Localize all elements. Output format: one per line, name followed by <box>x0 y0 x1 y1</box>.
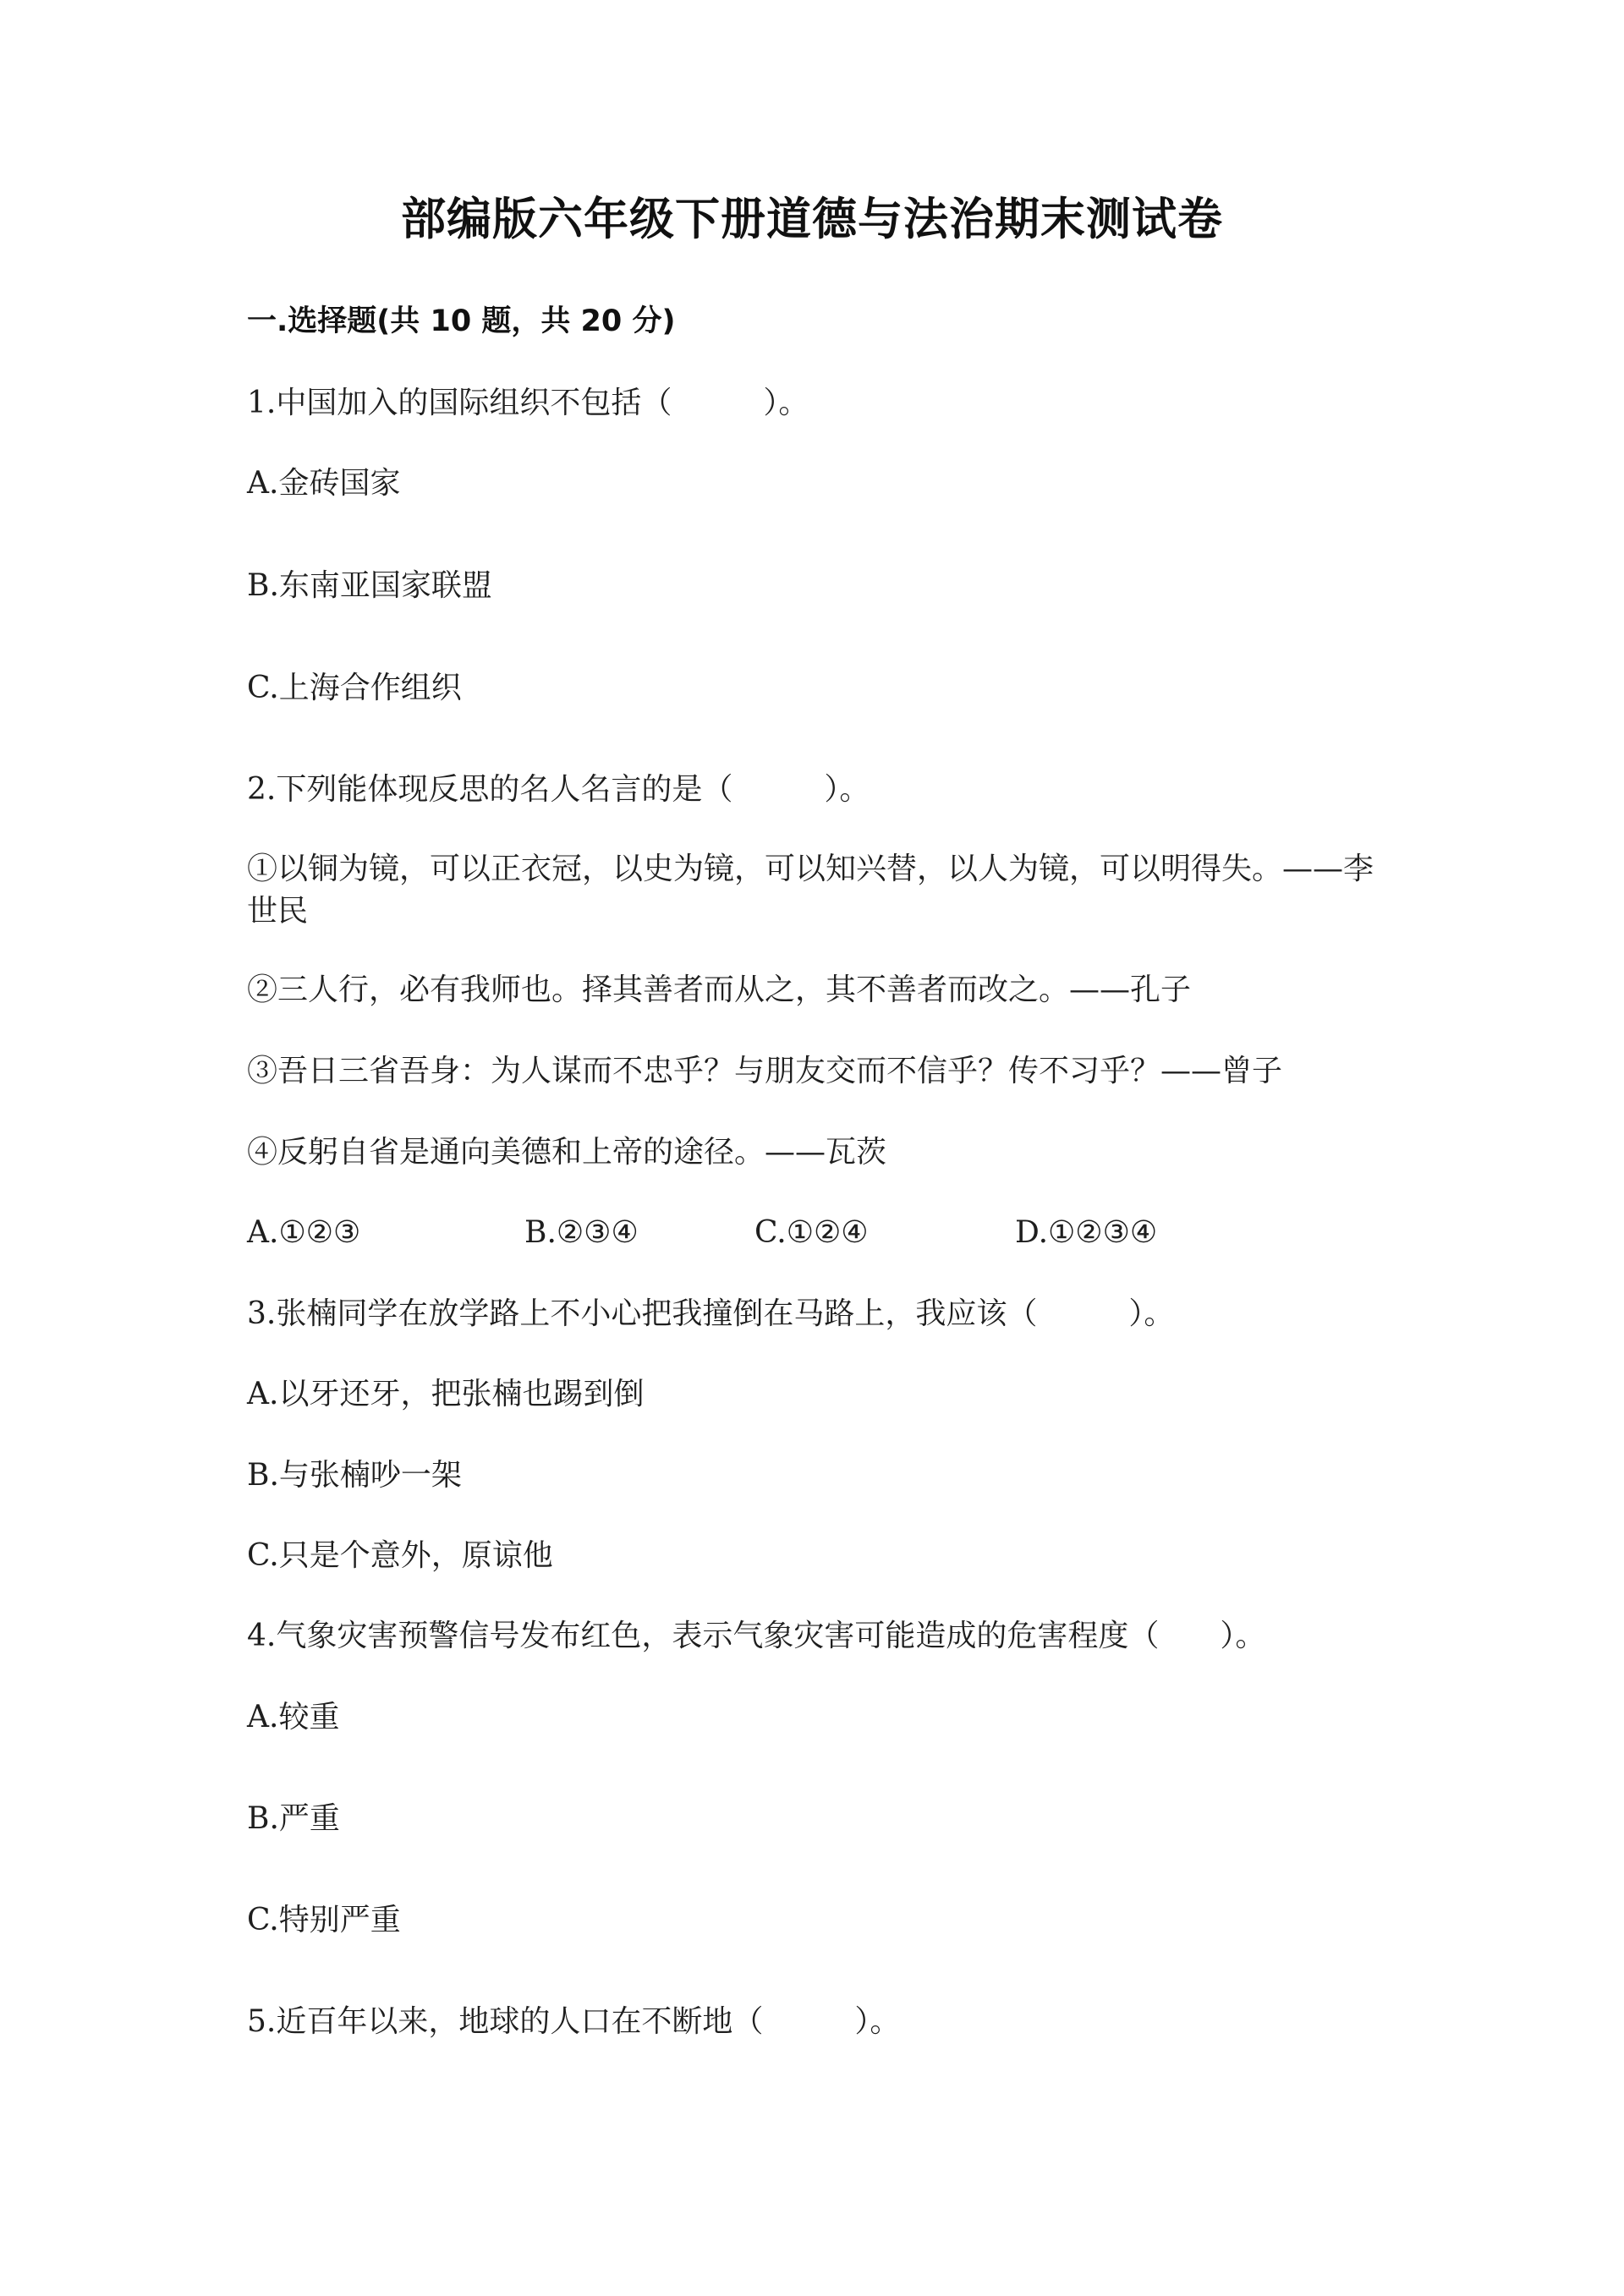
question-3-stem: 3.张楠同学在放学路上不小心把我撞倒在马路上，我应该（ ）。 <box>247 1296 1175 1331</box>
question-2-statement-3: ③吾日三省吾身：为人谋而不忠乎？与朋友交而不信乎？传不习乎？——曾子 <box>247 1054 1283 1088</box>
question-3-option-c: C.只是个意外，原谅他 <box>247 1538 553 1573</box>
question-4-stem: 4.气象灾害预警信号发布红色，表示气象灾害可能造成的危害程度（ ）。 <box>247 1619 1266 1653</box>
document-title: 部编版六年级下册道德与法治期末测试卷 <box>401 193 1223 245</box>
question-2-option-b: B.②③④ <box>524 1215 639 1250</box>
question-2-stem: 2.下列能体现反思的名人名言的是（ ）。 <box>247 772 870 807</box>
question-1-option-c: C.上海合作组织 <box>247 671 462 705</box>
question-1-option-b: B.东南亚国家联盟 <box>247 568 492 603</box>
section-heading: 一.选择题(共 10 题，共 20 分) <box>247 304 676 338</box>
question-4-option-c: C.特别严重 <box>247 1903 401 1937</box>
question-2-statement-2: ②三人行，必有我师也。择其善者而从之，其不善者而改之。——孔子 <box>247 973 1192 1007</box>
question-2-option-a: A.①②③ <box>247 1215 361 1250</box>
question-1-option-a: A.金砖国家 <box>247 466 401 501</box>
question-2-options-row <box>247 1212 1414 1254</box>
question-3-option-b: B.与张楠吵一架 <box>247 1458 462 1493</box>
question-2-statement-1: ①以铜为镜，可以正衣冠，以史为镜，可以知兴替，以人为镜，可以明得失。——李世民 <box>247 852 1374 929</box>
question-4-option-a: A.较重 <box>247 1700 340 1734</box>
question-1-stem: 1.中国加入的国际组织不包括（ ）。 <box>247 386 809 420</box>
question-2-statement-4: ④反躬自省是通向美德和上帝的途径。——瓦茨 <box>247 1135 887 1170</box>
question-2-option-c: C.①②④ <box>754 1215 869 1250</box>
question-3-option-a: A.以牙还牙，把张楠也踢到倒 <box>247 1377 645 1411</box>
question-2-option-d: D.①②③④ <box>1015 1215 1158 1250</box>
question-5-stem: 5.近百年以来，地球的人口在不断地（ ）。 <box>247 2004 901 2039</box>
question-4-option-b: B.严重 <box>247 1801 340 1836</box>
